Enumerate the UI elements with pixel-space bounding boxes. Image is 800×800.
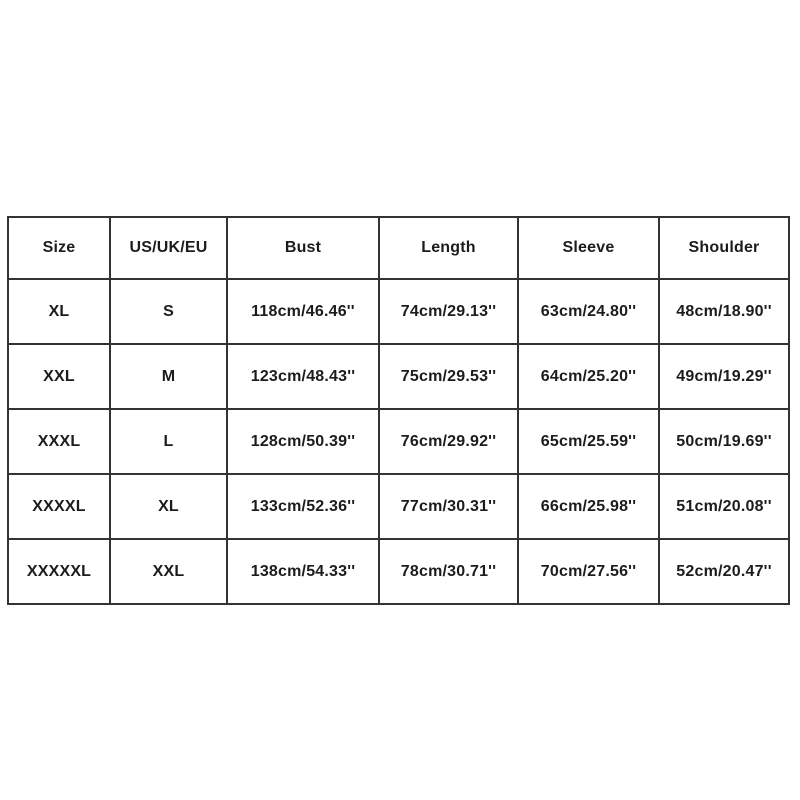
length-cell: 76cm/29.92'' xyxy=(379,409,518,474)
col-header-bust: Bust xyxy=(227,217,379,279)
sleeve-cell: 65cm/25.59'' xyxy=(518,409,659,474)
col-header-length: Length xyxy=(379,217,518,279)
size-chart-table xyxy=(7,216,790,605)
shoulder-cell: 49cm/19.29'' xyxy=(659,344,789,409)
us-uk-eu-cell: M xyxy=(110,344,227,409)
shoulder-cell: 52cm/20.47'' xyxy=(659,539,789,604)
col-header-us-uk-eu: US/UK/EU xyxy=(110,217,227,279)
bust-cell: 128cm/50.39'' xyxy=(227,409,379,474)
table-header-row xyxy=(8,217,789,279)
table-row xyxy=(8,539,789,604)
sleeve-cell: 70cm/27.56'' xyxy=(518,539,659,604)
col-header-shoulder: Shoulder xyxy=(659,217,789,279)
table-row xyxy=(8,409,789,474)
length-cell: 77cm/30.31'' xyxy=(379,474,518,539)
sleeve-cell: 66cm/25.98'' xyxy=(518,474,659,539)
bust-cell: 123cm/48.43'' xyxy=(227,344,379,409)
bust-cell: 133cm/52.36'' xyxy=(227,474,379,539)
length-cell: 75cm/29.53'' xyxy=(379,344,518,409)
length-cell: 78cm/30.71'' xyxy=(379,539,518,604)
col-header-size: Size xyxy=(8,217,110,279)
shoulder-cell: 48cm/18.90'' xyxy=(659,279,789,344)
sleeve-cell: 64cm/25.20'' xyxy=(518,344,659,409)
us-uk-eu-cell: L xyxy=(110,409,227,474)
size-cell: XXXL xyxy=(8,409,110,474)
shoulder-cell: 50cm/19.69'' xyxy=(659,409,789,474)
table-row xyxy=(8,279,789,344)
us-uk-eu-cell: XXL xyxy=(110,539,227,604)
length-cell: 74cm/29.13'' xyxy=(379,279,518,344)
size-cell: XL xyxy=(8,279,110,344)
bust-cell: 138cm/54.33'' xyxy=(227,539,379,604)
col-header-sleeve: Sleeve xyxy=(518,217,659,279)
us-uk-eu-cell: XL xyxy=(110,474,227,539)
table-row xyxy=(8,344,789,409)
size-cell: XXXXL xyxy=(8,474,110,539)
sleeve-cell: 63cm/24.80'' xyxy=(518,279,659,344)
size-cell: XXL xyxy=(8,344,110,409)
bust-cell: 118cm/46.46'' xyxy=(227,279,379,344)
table-row xyxy=(8,474,789,539)
shoulder-cell: 51cm/20.08'' xyxy=(659,474,789,539)
size-cell: XXXXXL xyxy=(8,539,110,604)
us-uk-eu-cell: S xyxy=(110,279,227,344)
